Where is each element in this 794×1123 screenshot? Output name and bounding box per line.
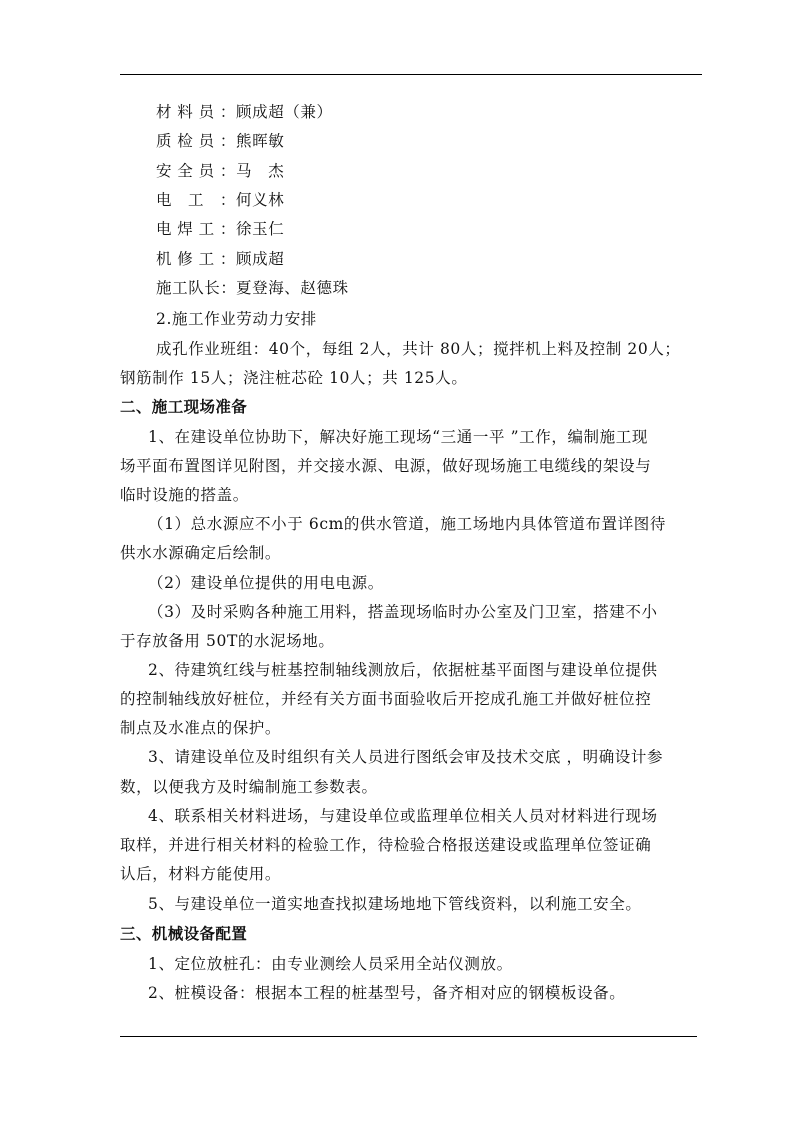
roster-line-electrician xyxy=(156,190,284,210)
roster-person: 何义林 xyxy=(236,191,285,209)
roster-line-quality-inspector xyxy=(156,131,284,151)
paragraph-line: 于存放备用 50T的水泥场地。 xyxy=(120,632,335,650)
roster-role: 施工队长： xyxy=(156,279,237,297)
roster-person: 夏登海、赵德珠 xyxy=(236,279,349,297)
paragraph-line: （2）建设单位提供的用电电源。 xyxy=(148,574,384,592)
roster-line-material-clerk xyxy=(156,102,333,122)
paragraph-line: 4、联系相关材料进场，与建设单位或监理单位相关人员对材料进行现场 xyxy=(148,807,658,825)
roster-role: 质检员： xyxy=(156,132,236,150)
roster-person: 熊晖敏 xyxy=(236,132,285,150)
paragraph-line: 供水水源确定后绘制。 xyxy=(120,544,282,562)
paragraph-line: 1、在建设单位协助下，解决好施工现场“三通一平 ”工作，编制施工现 xyxy=(148,428,648,446)
paragraph-line: 2、桩模设备：根据本工程的桩基型号，备齐相对应的钢模板设备。 xyxy=(148,984,626,1002)
header-rule xyxy=(120,74,702,75)
roster-role: 材料员： xyxy=(156,103,236,121)
roster-person: 马 杰 xyxy=(236,162,285,180)
paragraph-line: 2、待建筑红线与桩基控制轴线测放后，依据桩基平面图与建设单位提供 xyxy=(148,661,658,679)
roster-role: 电工： xyxy=(156,191,236,209)
labor-paragraph-line: 钢筋制作 15人；浇注桩芯砼 10人；共 125人。 xyxy=(120,369,468,387)
roster-person: 顾成超（兼） xyxy=(236,103,333,121)
paragraph-line: 认后，材料方能使用。 xyxy=(120,865,282,883)
roster-person: 顾成超 xyxy=(236,250,285,268)
paragraph-line: 场平面布置图详见附图，并交接水源、电源，做好现场施工电缆线的架设与 xyxy=(120,457,652,475)
roster-role: 机修工： xyxy=(156,250,236,268)
labor-subheading: 2.施工作业劳动力安排 xyxy=(156,310,317,328)
paragraph-line: 临时设施的搭盖。 xyxy=(120,486,249,504)
labor-paragraph-line: 成孔作业班组：40个，每组 2人，共计 80人；搅拌机上料及控制 20人； xyxy=(156,340,681,358)
roster-role: 安全员： xyxy=(156,162,236,180)
section-heading-equipment: 三、机械设备配置 xyxy=(120,925,248,943)
paragraph-line: （3）及时采购各种施工用料，搭盖现场临时办公室及门卫室，搭建不小 xyxy=(148,603,658,621)
footer-rule xyxy=(120,1036,697,1037)
roster-role: 电焊工： xyxy=(156,220,236,238)
section-heading-site-preparation: 二、施工现场准备 xyxy=(120,398,248,416)
roster-line-team-leader xyxy=(156,278,349,298)
paragraph-line: 取样，并进行相关材料的检验工作，待检验合格报送建设或监理单位签证确 xyxy=(120,836,652,854)
roster-person: 徐玉仁 xyxy=(236,220,285,238)
roster-line-safety-officer xyxy=(156,161,284,181)
roster-line-mechanic xyxy=(156,249,284,269)
paragraph-line: 制点及水准点的保护。 xyxy=(120,719,282,737)
paragraph-line: （1）总水源应不小于 6cm的供水管道，施工场地内具体管道布置详图待 xyxy=(148,515,666,533)
roster-line-welder xyxy=(156,219,284,239)
paragraph-line: 3、请建设单位及时组织有关人员进行图纸会审及技术交底 ，明确设计参 xyxy=(148,748,664,766)
paragraph-line: 数，以便我方及时编制施工参数表。 xyxy=(120,778,378,796)
paragraph-line: 1、定位放桩孔：由专业测绘人员采用全站仪测放。 xyxy=(148,955,513,973)
paragraph-line: 的控制轴线放好桩位，并经有关方面书面验收后开挖成孔施工并做好桩位控 xyxy=(120,690,652,708)
paragraph-line: 5、与建设单位一道实地查找拟建场地地下管线资料，以利施工安全。 xyxy=(148,895,642,913)
